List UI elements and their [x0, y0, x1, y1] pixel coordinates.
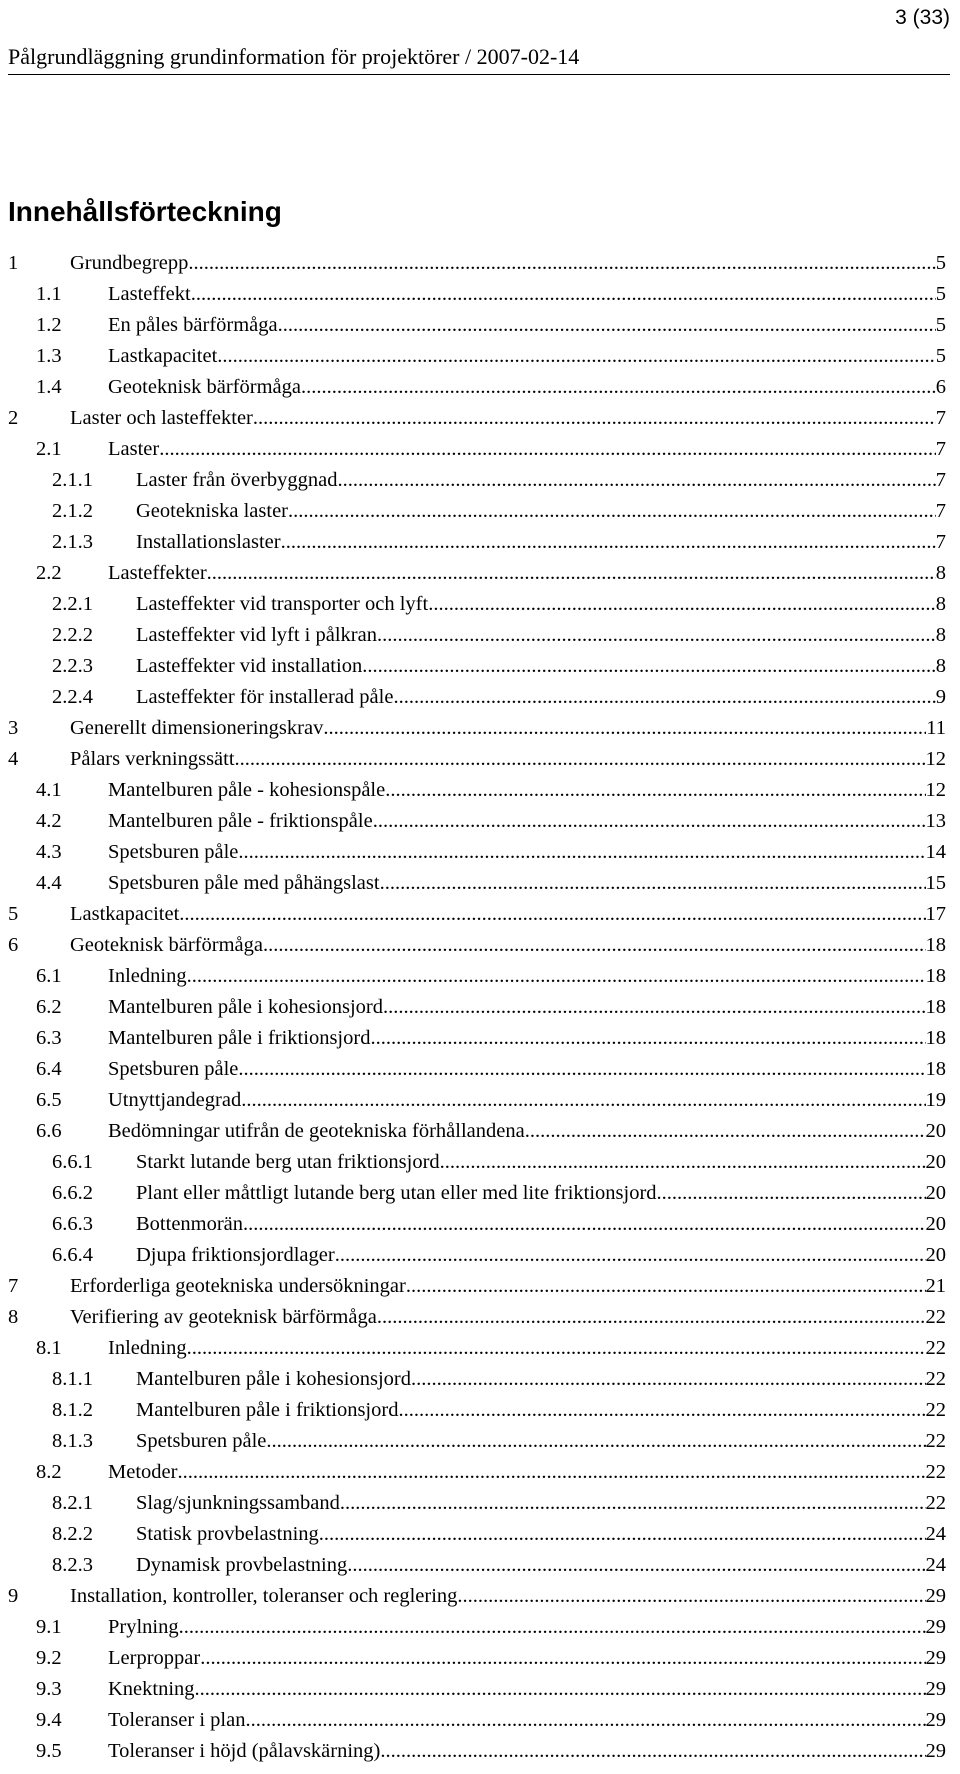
toc-entry-page: 7	[935, 438, 946, 460]
toc-entry[interactable]	[8, 1368, 946, 1399]
toc-entry-page: 9	[935, 686, 946, 708]
toc-entry-page: 6	[935, 376, 946, 398]
toc-dot-leader	[253, 407, 936, 430]
toc-entry-number: 9.3	[36, 1678, 62, 1700]
toc-entry[interactable]	[8, 1089, 946, 1120]
toc-entry-number: 6.6.4	[52, 1244, 93, 1266]
toc-entry-number: 6.5	[36, 1089, 62, 1111]
toc-entry[interactable]	[8, 1306, 946, 1337]
toc-entry[interactable]	[8, 1709, 946, 1740]
toc-entry-number: 9.5	[36, 1740, 62, 1762]
toc-entry[interactable]	[8, 872, 946, 903]
toc-entry-page: 29	[925, 1585, 946, 1607]
toc-dot-leader	[266, 1430, 925, 1453]
toc-entry-page: 18	[925, 934, 946, 956]
toc-entry[interactable]	[8, 779, 946, 810]
toc-entry-page: 24	[925, 1523, 946, 1545]
toc-entry[interactable]	[8, 841, 946, 872]
toc-entry[interactable]	[8, 252, 946, 283]
toc-entry-number: 8.2.1	[52, 1492, 93, 1514]
toc-entry-number: 3	[8, 717, 19, 739]
toc-dot-leader	[393, 686, 935, 709]
toc-entry[interactable]	[8, 1120, 946, 1151]
toc-entry-number: 6	[8, 934, 19, 956]
toc-dot-leader	[370, 1027, 925, 1050]
toc-entry-number: 8.1.3	[52, 1430, 93, 1452]
toc-entry-page: 20	[925, 1213, 946, 1235]
table-of-contents	[8, 252, 946, 1771]
toc-entry-page: 22	[925, 1461, 946, 1483]
toc-entry-page: 22	[925, 1368, 946, 1390]
toc-entry-page: 20	[925, 1151, 946, 1173]
toc-entry-label: Spetsburen påle	[108, 841, 239, 863]
toc-entry-label: Knektning	[108, 1678, 195, 1700]
toc-entry[interactable]	[8, 1647, 946, 1678]
toc-entry-label: Lasteffekter vid transporter och lyft	[136, 593, 429, 615]
toc-entry-page: 20	[925, 1120, 946, 1142]
toc-entry-page: 18	[925, 965, 946, 987]
toc-entry-number: 1.1	[36, 283, 62, 305]
toc-entry-number: 9.2	[36, 1647, 62, 1669]
toc-entry-number: 6.4	[36, 1058, 62, 1080]
toc-entry[interactable]	[8, 1678, 946, 1709]
toc-entry-number: 1.4	[36, 376, 62, 398]
toc-entry[interactable]	[8, 1275, 946, 1306]
toc-entry-label: Installation, kontroller, toleranser och reglering	[70, 1585, 458, 1607]
toc-entry-number: 9.1	[36, 1616, 62, 1638]
toc-entry-page: 29	[925, 1709, 946, 1731]
toc-entry-label: Plant eller måttligt lutande berg utan eller med lite friktionsjord	[136, 1182, 657, 1204]
toc-dot-leader	[377, 1306, 926, 1329]
toc-entry-number: 8.1.1	[52, 1368, 93, 1390]
toc-entry-label: Laster	[108, 438, 160, 460]
toc-dot-leader	[340, 1492, 926, 1515]
toc-entry-page: 8	[935, 624, 946, 646]
toc-entry-page: 19	[925, 1089, 946, 1111]
toc-entry-number: 9	[8, 1585, 19, 1607]
toc-entry[interactable]	[8, 1740, 946, 1771]
toc-entry-page: 8	[935, 593, 946, 615]
toc-entry[interactable]	[8, 283, 946, 314]
toc-entry-page: 22	[925, 1337, 946, 1359]
toc-dot-leader	[238, 1058, 925, 1081]
toc-dot-leader	[187, 965, 926, 988]
toc-entry-label: Laster från överbyggnad	[136, 469, 338, 491]
toc-dot-leader	[241, 1089, 925, 1112]
toc-dot-leader	[380, 1740, 925, 1763]
toc-dot-leader	[428, 593, 936, 616]
toc-entry-number: 9.4	[36, 1709, 62, 1731]
toc-entry-page: 12	[925, 779, 946, 801]
toc-dot-leader	[243, 1213, 925, 1236]
toc-entry[interactable]	[8, 934, 946, 965]
toc-entry[interactable]	[8, 717, 946, 748]
toc-entry[interactable]	[8, 1585, 946, 1616]
toc-entry-number: 6.1	[36, 965, 62, 987]
toc-entry-page: 21	[925, 1275, 946, 1297]
toc-entry-label: Lasteffekter	[108, 562, 207, 584]
toc-entry-page: 7	[935, 500, 946, 522]
toc-entry-label: Toleranser i plan	[108, 1709, 246, 1731]
toc-entry[interactable]	[8, 1461, 946, 1492]
toc-entry-page: 22	[925, 1430, 946, 1452]
toc-entry-page: 24	[925, 1554, 946, 1576]
toc-dot-leader	[362, 655, 936, 678]
toc-dot-leader	[338, 469, 936, 492]
toc-entry[interactable]	[8, 686, 946, 717]
toc-entry-page: 5	[935, 314, 946, 336]
toc-entry-number: 4.4	[36, 872, 62, 894]
toc-entry-page: 22	[925, 1399, 946, 1421]
toc-entry-number: 8.2.3	[52, 1554, 93, 1576]
toc-entry[interactable]	[8, 1151, 946, 1182]
toc-entry-label: Starkt lutande berg utan friktionsjord	[136, 1151, 440, 1173]
toc-dot-leader	[235, 748, 926, 771]
toc-dot-leader	[263, 934, 926, 957]
toc-dot-leader	[457, 1585, 925, 1608]
toc-entry-page: 29	[925, 1678, 946, 1700]
toc-entry-label: Mantelburen påle i kohesionsjord	[136, 1368, 411, 1390]
toc-entry-label: Lasteffekt	[108, 283, 191, 305]
toc-entry-label: Lasteffekter vid installation	[136, 655, 363, 677]
toc-entry[interactable]	[8, 345, 946, 376]
toc-entry-number: 8.1.2	[52, 1399, 93, 1421]
toc-entry[interactable]	[8, 624, 946, 655]
toc-entry-label: Geoteknisk bärförmåga	[70, 934, 263, 956]
toc-dot-leader	[301, 376, 936, 399]
toc-entry-number: 6.6.2	[52, 1182, 93, 1204]
toc-dot-leader	[245, 1709, 925, 1732]
toc-entry[interactable]	[8, 810, 946, 841]
toc-dot-leader	[179, 1616, 926, 1639]
toc-entry-label: Bedömningar utifrån de geotekniska förhållandena	[108, 1120, 525, 1142]
toc-entry[interactable]	[8, 1027, 946, 1058]
toc-entry-label: Erforderliga geotekniska undersökningar	[70, 1275, 406, 1297]
toc-entry-label: Slag/sjunkningssamband	[136, 1492, 340, 1514]
toc-dot-leader	[385, 779, 925, 802]
toc-entry[interactable]	[8, 1554, 946, 1585]
toc-dot-leader	[177, 1461, 925, 1484]
toc-dot-leader	[323, 717, 926, 740]
toc-entry-label: Lastkapacitet	[108, 345, 218, 367]
toc-entry-page: 14	[925, 841, 946, 863]
toc-dot-leader	[525, 1120, 926, 1143]
toc-entry-number: 8.2	[36, 1461, 62, 1483]
toc-entry-label: Verifiering av geoteknisk bärförmåga	[70, 1306, 377, 1328]
toc-entry-page: 22	[925, 1306, 946, 1328]
toc-entry-number: 2.2.1	[52, 593, 93, 615]
toc-entry-number: 4.3	[36, 841, 62, 863]
toc-entry-page: 20	[925, 1244, 946, 1266]
toc-entry-label: Lerproppar	[108, 1647, 201, 1669]
toc-entry-label: Statisk provbelastning	[136, 1523, 319, 1545]
toc-entry[interactable]	[8, 1616, 946, 1647]
toc-dot-leader	[159, 438, 936, 461]
toc-entry-label: Grundbegrepp	[70, 252, 189, 274]
toc-entry-label: Toleranser i höjd (pålavskärning)	[108, 1740, 381, 1762]
toc-entry-label: Bottenmorän	[136, 1213, 244, 1235]
toc-entry-page: 29	[925, 1740, 946, 1762]
toc-entry-label: Spetsburen påle	[108, 1058, 239, 1080]
toc-entry-page: 7	[935, 531, 946, 553]
toc-entry-label: Pålars verkningssätt	[70, 748, 235, 770]
toc-dot-leader	[347, 1554, 925, 1577]
toc-entry[interactable]	[8, 1244, 946, 1275]
toc-entry[interactable]	[8, 1399, 946, 1430]
toc-entry-number: 6.6.3	[52, 1213, 93, 1235]
toc-entry-label: Spetsburen påle	[136, 1430, 267, 1452]
toc-entry-label: Generellt dimensioneringskrav	[70, 717, 324, 739]
toc-entry[interactable]	[8, 965, 946, 996]
toc-entry-number: 7	[8, 1275, 19, 1297]
toc-entry[interactable]	[8, 407, 946, 438]
toc-dot-leader	[380, 872, 926, 895]
toc-entry-label: Mantelburen påle i friktionsjord	[108, 1027, 371, 1049]
toc-dot-leader	[188, 252, 935, 275]
toc-entry-label: Lasteffekter för installerad påle	[136, 686, 394, 708]
toc-dot-leader	[319, 1523, 926, 1546]
toc-entry-label: Spetsburen påle med påhängslast	[108, 872, 380, 894]
toc-entry[interactable]	[8, 469, 946, 500]
toc-entry-page: 17	[925, 903, 946, 925]
toc-entry-number: 5	[8, 903, 19, 925]
toc-entry-page: 20	[925, 1182, 946, 1204]
toc-entry-number: 1.3	[36, 345, 62, 367]
toc-entry-number: 6.6.1	[52, 1151, 93, 1173]
toc-entry[interactable]	[8, 562, 946, 593]
toc-entry[interactable]	[8, 1058, 946, 1089]
toc-entry-page: 5	[935, 252, 946, 274]
toc-entry[interactable]	[8, 1337, 946, 1368]
toc-dot-leader	[335, 1244, 926, 1267]
toc-entry-number: 2.2.3	[52, 655, 93, 677]
toc-entry-label: Inledning	[108, 965, 187, 987]
toc-entry-label: Utnyttjandegrad	[108, 1089, 242, 1111]
toc-entry-page: 15	[925, 872, 946, 894]
toc-entry-label: Metoder	[108, 1461, 178, 1483]
toc-entry-page: 18	[925, 1058, 946, 1080]
page-number: 3 (33)	[895, 6, 950, 29]
toc-entry[interactable]	[8, 593, 946, 624]
toc-entry-label: Mantelburen påle i kohesionsjord	[108, 996, 383, 1018]
toc-entry-label: Geotekniska laster	[136, 500, 288, 522]
toc-dot-leader	[207, 562, 936, 585]
toc-dot-leader	[278, 314, 936, 337]
toc-entry[interactable]	[8, 500, 946, 531]
toc-entry[interactable]	[8, 1213, 946, 1244]
toc-entry-label: Laster och lasteffekter	[70, 407, 253, 429]
toc-entry[interactable]	[8, 438, 946, 469]
toc-entry-label: Geoteknisk bärförmåga	[108, 376, 301, 398]
toc-entry-label: Mantelburen påle - friktionspåle	[108, 810, 373, 832]
toc-entry-number: 6.2	[36, 996, 62, 1018]
toc-dot-leader	[411, 1368, 926, 1391]
toc-entry-page: 7	[935, 469, 946, 491]
toc-dot-leader	[195, 1678, 926, 1701]
toc-dot-leader	[373, 810, 926, 833]
toc-entry-page: 12	[925, 748, 946, 770]
toc-entry-label: En påles bärförmåga	[108, 314, 278, 336]
toc-entry[interactable]	[8, 903, 946, 934]
toc-entry[interactable]	[8, 996, 946, 1027]
toc-entry-number: 2.1.3	[52, 531, 93, 553]
toc-dot-leader	[406, 1275, 926, 1298]
toc-entry-page: 29	[925, 1616, 946, 1638]
toc-dot-leader	[191, 283, 936, 306]
toc-entry-label: Lastkapacitet	[70, 903, 180, 925]
toc-dot-leader	[217, 345, 935, 368]
toc-entry-number: 6.6	[36, 1120, 62, 1142]
toc-entry[interactable]	[8, 1430, 946, 1461]
toc-entry-label: Installationslaster	[136, 531, 281, 553]
toc-entry-label: Dynamisk provbelastning	[136, 1554, 348, 1576]
toc-entry-number: 2.1.1	[52, 469, 93, 491]
toc-entry-label: Djupa friktionsjordlager	[136, 1244, 335, 1266]
toc-entry-number: 1.2	[36, 314, 62, 336]
toc-entry-page: 8	[935, 655, 946, 677]
toc-entry-number: 2.2.4	[52, 686, 93, 708]
toc-entry-page: 18	[925, 996, 946, 1018]
toc-entry-number: 2.1.2	[52, 500, 93, 522]
toc-entry-page: 5	[935, 345, 946, 367]
running-header: Pålgrundläggning grundinformation för projektörer / 2007-02-14	[8, 44, 950, 75]
toc-entry-number: 8	[8, 1306, 19, 1328]
toc-dot-leader	[200, 1647, 925, 1670]
toc-entry-number: 8.1	[36, 1337, 62, 1359]
toc-dot-leader	[377, 624, 936, 647]
toc-entry-label: Inledning	[108, 1337, 187, 1359]
toc-entry-label: Mantelburen påle - kohesionspåle	[108, 779, 386, 801]
toc-entry[interactable]	[8, 748, 946, 779]
toc-entry[interactable]	[8, 314, 946, 345]
toc-entry[interactable]	[8, 531, 946, 562]
toc-entry-page: 7	[935, 407, 946, 429]
toc-dot-leader	[657, 1182, 926, 1205]
toc-entry-number: 2	[8, 407, 19, 429]
toc-entry-number: 4	[8, 748, 19, 770]
toc-dot-leader	[179, 903, 925, 926]
toc-entry-number: 2.2.2	[52, 624, 93, 646]
toc-entry-page: 11	[926, 717, 946, 739]
toc-entry[interactable]	[8, 1523, 946, 1554]
toc-entry-page: 29	[925, 1647, 946, 1669]
toc-entry-number: 4.1	[36, 779, 62, 801]
toc-entry-label: Mantelburen påle i friktionsjord	[136, 1399, 399, 1421]
toc-dot-leader	[281, 531, 936, 554]
toc-entry-number: 2.1	[36, 438, 62, 460]
toc-entry-page: 22	[925, 1492, 946, 1514]
toc-entry-number: 4.2	[36, 810, 62, 832]
toc-entry-number: 6.3	[36, 1027, 62, 1049]
toc-entry-number: 2.2	[36, 562, 62, 584]
toc-dot-leader	[187, 1337, 926, 1360]
toc-dot-leader	[288, 500, 936, 523]
toc-title: Innehållsförteckning	[8, 196, 282, 227]
toc-entry[interactable]	[8, 655, 946, 686]
toc-entry-page: 18	[925, 1027, 946, 1049]
toc-entry-label: Lasteffekter vid lyft i pålkran	[136, 624, 377, 646]
toc-entry-page: 8	[935, 562, 946, 584]
toc-entry-page: 13	[925, 810, 946, 832]
toc-entry-label: Prylning	[108, 1616, 179, 1638]
toc-dot-leader	[440, 1151, 926, 1174]
toc-entry[interactable]	[8, 376, 946, 407]
toc-entry[interactable]	[8, 1492, 946, 1523]
toc-entry-page: 5	[935, 283, 946, 305]
toc-dot-leader	[383, 996, 926, 1019]
toc-entry[interactable]	[8, 1182, 946, 1213]
toc-dot-leader	[398, 1399, 925, 1422]
toc-entry-number: 1	[8, 252, 19, 274]
toc-entry-number: 8.2.2	[52, 1523, 93, 1545]
toc-dot-leader	[238, 841, 925, 864]
